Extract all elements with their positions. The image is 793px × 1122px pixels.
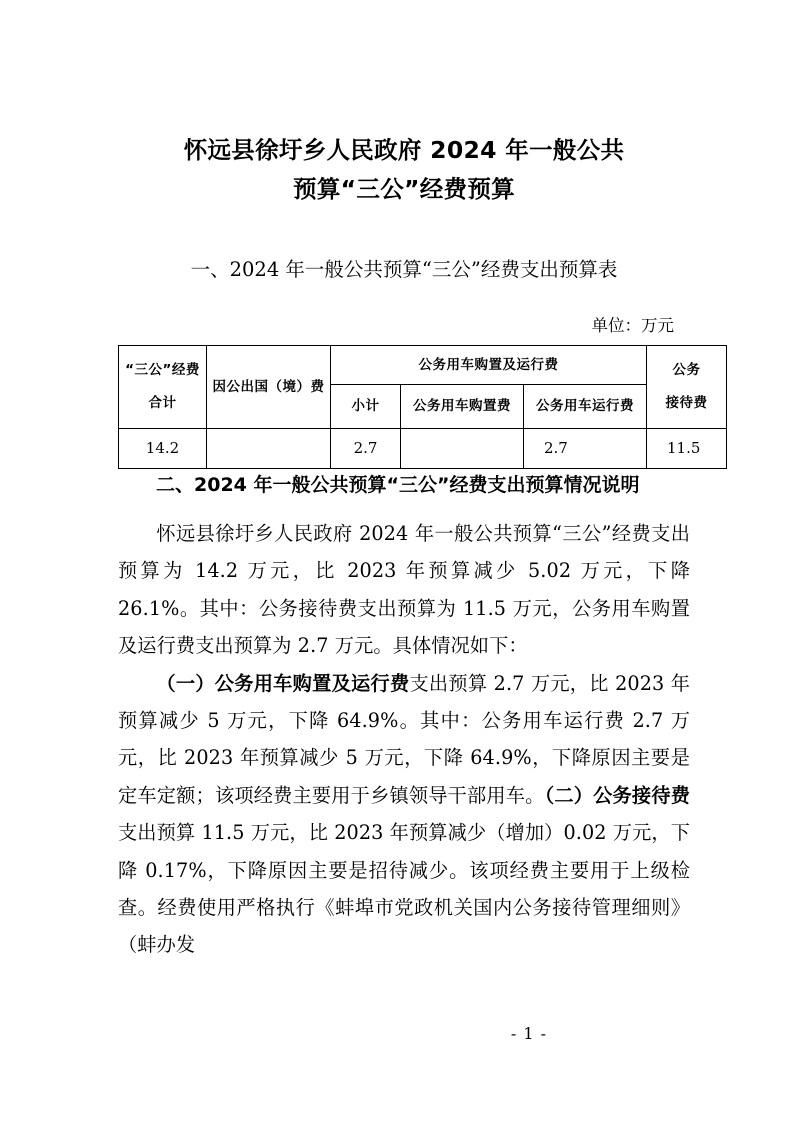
table-header-reception-line-2: 接待费 — [665, 395, 708, 411]
section-two-paragraph-2 — [118, 665, 690, 964]
cell-total: 14.2 — [119, 429, 207, 469]
table-header-vehicle-purchase: 公务用车购置费 — [401, 385, 524, 429]
subsection-two-text: 支出预算 11.5 万元，比 2023 年预算减少（增加）0.02 万元，下降 0.17%，下降原因主要是招待减少。该项经费主要用于上级检查。经费使用严格执行《蚌埠市党政机关国内公务接待管理细则》（蚌办发 — [118, 821, 690, 957]
table-header-vehicle-operation: 公务用车运行费 — [524, 385, 647, 429]
subsection-two-label: （二）公务接待费 — [544, 783, 690, 807]
table-unit-label: 单位：万元 — [591, 316, 674, 335]
subsection-one-text: 支出预算 2.7 万元，比 2023 年预算减少 5 万元，下降 64.9%。其中：公务用车运行费 2.7 万元，比 2023 年预算减少 5 万元，下降 64.9%，下降原因主要是定车定额；该项经费主要用于乡镇领导干部用车。 — [118, 671, 690, 807]
table-row — [119, 429, 727, 469]
budget-table — [118, 345, 727, 469]
table-header-total-line-2: 合计 — [148, 395, 177, 411]
cell-abroad — [207, 429, 331, 469]
section-two-heading: 二、2024 年一般公共预算“三公”经费支出预算情况说明 — [156, 474, 640, 496]
section-two-paragraph-1: 怀远县徐圩乡人民政府 2024 年一般公共预算“三公”经费支出预算为 14.2 万元，比 2023 年预算减少 5.02 万元，下降 26.1%。其中：公务接待费支出预算为 11.5 万元，公务用车购置及运行费支出预算为 2.7 万元。具体情况如下： — [118, 522, 690, 658]
spacer — [649, 379, 724, 395]
table-header-total — [119, 346, 207, 429]
page-number: - 1 - — [510, 1024, 548, 1043]
cell-reception: 11.5 — [647, 429, 727, 469]
section-one-heading: 一、2024 年一般公共预算“三公”经费支出预算表 — [190, 258, 618, 281]
table-header-row-top — [119, 346, 727, 385]
table-header-reception-line-1: 公务 — [672, 362, 701, 379]
cell-vehicle-purchase — [401, 429, 524, 469]
spacer — [121, 379, 204, 395]
table-header-total-line-1: “三公”经费 — [125, 362, 200, 379]
page-title — [118, 0, 690, 209]
table-header-abroad: 因公出国（境）费 — [207, 346, 331, 429]
cell-vehicle-subtotal: 2.7 — [331, 429, 401, 469]
document-content — [118, 0, 708, 964]
table-header-vehicle-group: 公务用车购置及运行费 — [331, 346, 647, 385]
page-title-line-1: 怀远县徐圩乡人民政府 2024 年一般公共 — [183, 136, 625, 164]
table-header-vehicle-subtotal: 小计 — [331, 385, 401, 429]
page-title-line-2: 预算“三公”经费预算 — [293, 175, 515, 203]
subsection-one-label: （一）公务用车购置及运行费 — [156, 671, 410, 695]
cell-vehicle-operation: 2.7 — [524, 429, 647, 469]
table-header-reception — [647, 346, 727, 429]
